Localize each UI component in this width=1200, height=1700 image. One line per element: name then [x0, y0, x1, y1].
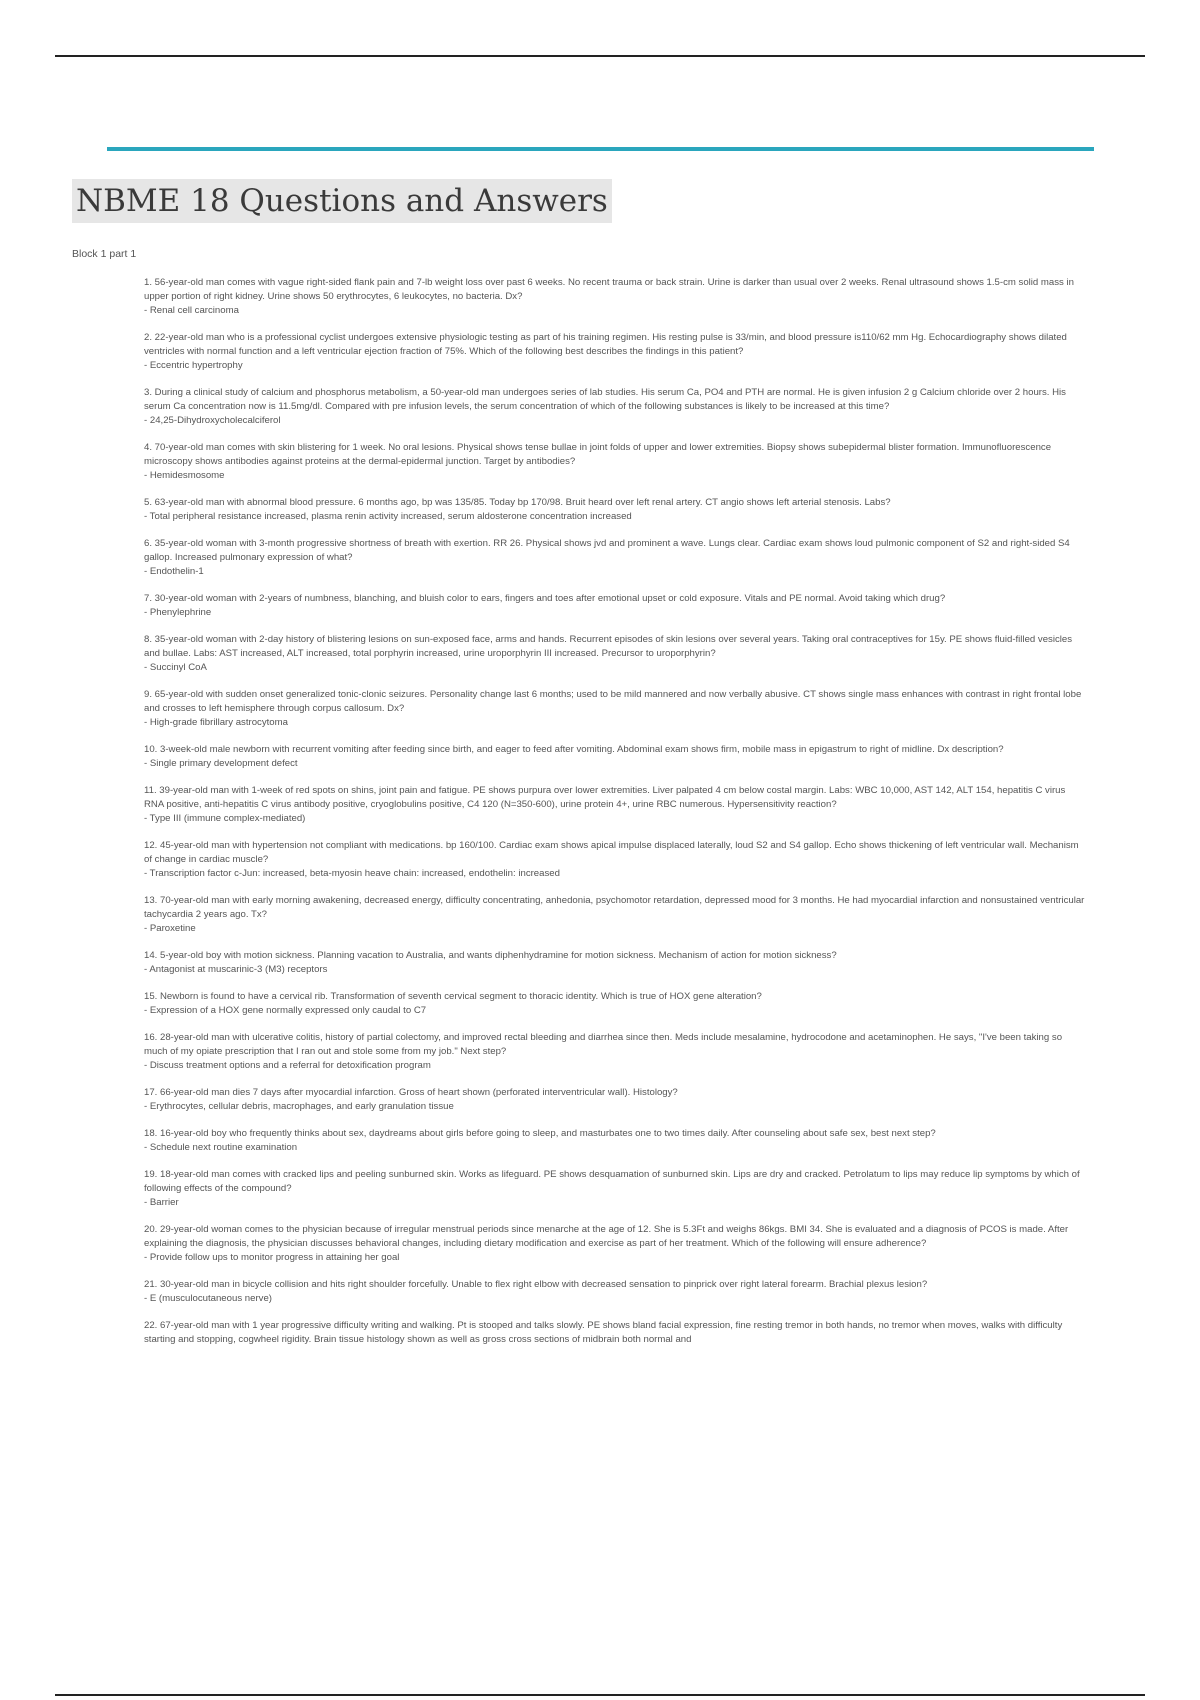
block-label: Block 1 part 1 — [72, 248, 137, 260]
question-text: 18. 16-year-old boy who frequently thinks about sex, daydreams about girls before going to sleep, and masturbates one to two times daily. After counseling about safe sex, best next step? — [144, 1128, 936, 1139]
question-text: 4. 70-year-old man comes with skin blistering for 1 week. No oral lesions. Physical shows tense bullae in joint folds of upper and lower extremities. Biopsy shows subepidermal blister formation. Immunofluorescence microscopy shows antibodies against proteins at the dermal-epidermal junction. Target by antibodies? — [144, 442, 1052, 467]
question-item — [144, 1031, 1086, 1073]
answer-text: - Renal cell carcinoma — [144, 305, 239, 316]
question-item — [144, 1223, 1086, 1265]
question-item — [144, 331, 1086, 373]
answer-text: - Paroxetine — [144, 923, 196, 934]
answer-text: - High-grade fibrillary astrocytoma — [144, 717, 288, 728]
question-text: 11. 39-year-old man with 1-week of red spots on shins, joint pain and fatigue. PE shows purpura over lower extremities. Liver palpated 4 cm below costal margin. Labs: WBC 10,000, AST 142, ALT 154, hepatitis C virus RNA positive, anti-hepatitis C virus antibody positive, cryoglobulins positive, C4 120 (N=350-600), urine protein 4+, urine RBC numerous. Hypersensitivity reaction? — [144, 785, 1066, 810]
question-list — [144, 276, 1086, 1360]
question-item — [144, 990, 1086, 1018]
question-item — [144, 633, 1086, 675]
answer-text: - Single primary development defect — [144, 758, 298, 769]
answer-text: - E (musculocutaneous nerve) — [144, 1293, 272, 1304]
question-item — [144, 1278, 1086, 1306]
question-text: 3. During a clinical study of calcium and phosphorus metabolism, a 50-year-old man undergoes series of lab studies. His serum Ca, PO4 and PTH are normal. He is given infusion 2 g Calcium chloride over 2 hours. His serum Ca concentration now is 11.5mg/dl. Compared with pre infusion levels, the serum concentration of which of the following substances is likely to be increased at this time? — [144, 387, 1066, 412]
question-text: 13. 70-year-old man with early morning awakening, decreased energy, difficulty concentrating, anhedonia, psychomotor retardation, depressed mood for 3 months. He had myocardial infarction and nonsustained ventricular tachycardia 2 years ago. Tx? — [144, 895, 1085, 920]
question-text: 19. 18-year-old man comes with cracked lips and peeling sunburned skin. Works as lifeguard. PE shows desquamation of sunburned skin. Lips are dry and cracked. Petrolatum to lips may reduce lip symptoms by which of following effects of the compound? — [144, 1169, 1080, 1194]
answer-text: - Barrier — [144, 1197, 179, 1208]
question-text: 9. 65-year-old with sudden onset generalized tonic-clonic seizures. Personality change last 6 months; used to be mild mannered and now verbally abusive. CT shows single mass enhances with contrast in right frontal lobe and crosses to left hemisphere through corpus callosum. Dx? — [144, 689, 1082, 714]
question-text: 7. 30-year-old woman with 2-years of numbness, blanching, and bluish color to ears, fingers and toes after emotional upset or cold exposure. Vitals and PE normal. Avoid taking which drug? — [144, 593, 946, 604]
answer-text: - Expression of a HOX gene normally expressed only caudal to C7 — [144, 1005, 427, 1016]
question-item — [144, 688, 1086, 730]
question-item — [144, 949, 1086, 977]
question-text: 14. 5-year-old boy with motion sickness. Planning vacation to Australia, and wants diphenhydramine for motion sickness. Mechanism of action for motion sickness? — [144, 950, 837, 961]
question-text: 17. 66-year-old man dies 7 days after myocardial infarction. Gross of heart shown (perforated interventricular wall). Histology? — [144, 1087, 678, 1098]
question-item — [144, 1086, 1086, 1114]
answer-text: - Type III (immune complex-mediated) — [144, 813, 306, 824]
question-item — [144, 592, 1086, 620]
question-item — [144, 839, 1086, 881]
question-item — [144, 743, 1086, 771]
question-text: 6. 35-year-old woman with 3-month progressive shortness of breath with exertion. RR 26. Physical shows jvd and prominent a wave. Lungs clear. Cardiac exam shows loud pulmonic component of S2 and right-sided S4 gallop. Increased pulmonary expression of what? — [144, 538, 1070, 563]
question-item — [144, 1319, 1086, 1347]
question-text: 20. 29-year-old woman comes to the physician because of irregular menstrual periods since menarche at the age of 12. She is 5.3Ft and weighs 86kgs. BMI 34. She is evaluated and a diagnosis of PCOS is made. After explaining the diagnosis, the physician discusses behavioral changes, including dietary modification and exercise as part of her treatment. Which of the following will ensure adherence? — [144, 1224, 1069, 1249]
answer-text: - Total peripheral resistance increased, plasma renin activity increased, serum aldosterone concentration increased — [144, 511, 632, 522]
question-item — [144, 441, 1086, 483]
question-item — [144, 496, 1086, 524]
page-title: NBME 18 Questions and Answers — [72, 179, 612, 223]
question-text: 8. 35-year-old woman with 2-day history of blistering lesions on sun-exposed face, arms and hands. Recurrent episodes of skin lesions over several years. Taking oral contraceptives for 15y. PE shows fluid-filled vesicles and bullae. Labs: AST increased, ALT increased, total porphyrin increased, urine uroporphyrin III increased. Precursor to uroporphyrin? — [144, 634, 1073, 659]
answer-text: - Succinyl CoA — [144, 662, 207, 673]
question-item — [144, 386, 1086, 428]
question-text: 10. 3-week-old male newborn with recurrent vomiting after feeding since birth, and eager to feed after vomiting. Abdominal exam shows firm, mobile mass in epigastrum to right of midline. Dx description? — [144, 744, 1004, 755]
accent-rule — [107, 147, 1094, 151]
answer-text: - Endothelin-1 — [144, 566, 204, 577]
header-rule — [55, 55, 1145, 57]
answer-text: - Eccentric hypertrophy — [144, 360, 243, 371]
question-item — [144, 1127, 1086, 1155]
answer-text: - Provide follow ups to monitor progress in attaining her goal — [144, 1252, 400, 1263]
question-text: 16. 28-year-old man with ulcerative colitis, history of partial colectomy, and improved rectal bleeding and diarrhea since then. Meds include mesalamine, hydrocodone and acetaminophen. He says, "I've been taking so much of my opiate prescription that I ran out and stole some from my job." Next step? — [144, 1032, 1063, 1057]
question-text: 5. 63-year-old man with abnormal blood pressure. 6 months ago, bp was 135/85. Today bp 170/98. Bruit heard over left renal artery. CT angio shows left arterial stenosis. Labs? — [144, 497, 891, 508]
question-item — [144, 537, 1086, 579]
answer-text: - Erythrocytes, cellular debris, macrophages, and early granulation tissue — [144, 1101, 454, 1112]
question-item — [144, 784, 1086, 826]
answer-text: - Antagonist at muscarinic-3 (M3) receptors — [144, 964, 328, 975]
answer-text: - Schedule next routine examination — [144, 1142, 298, 1153]
answer-text: - Transcription factor c-Jun: increased, beta-myosin heave chain: increased, endothelin: increased — [144, 868, 560, 879]
question-item — [144, 894, 1086, 936]
footer-rule — [55, 1694, 1145, 1696]
answer-text: - Hemidesmosome — [144, 470, 225, 481]
question-item — [144, 276, 1086, 318]
question-text: 1. 56-year-old man comes with vague right-sided flank pain and 7-lb weight loss over past 6 weeks. No recent trauma or back strain. Urine is darker than usual over 2 weeks. Renal ultrasound shows 1.5-cm solid mass in upper portion of right kidney. Urine shows 50 erythrocytes, 6 leukocytes, no bacteria. Dx? — [144, 277, 1074, 302]
answer-text: - Discuss treatment options and a referral for detoxification program — [144, 1060, 431, 1071]
question-text: 2. 22-year-old man who is a professional cyclist undergoes extensive physiologic testing as part of his training regimen. His resting pulse is 33/min, and blood pressure is110/62 mm Hg. Echocardiography shows dilated ventricles with normal function and a left ventricular ejection fraction of 75%. Which of the following best describes the findings in this patient? — [144, 332, 1067, 357]
answer-text: - Phenylephrine — [144, 607, 212, 618]
question-text: 21. 30-year-old man in bicycle collision and hits right shoulder forcefully. Unable to flex right elbow with decreased sensation to pinprick over right lateral forearm. Brachial plexus lesion? — [144, 1279, 928, 1290]
question-text: 22. 67-year-old man with 1 year progressive difficulty writing and walking. Pt is stooped and talks slowly. PE shows bland facial expression, fine resting tremor in both hands, no tremor when moves, walks with difficulty starting and stopping, cogwheel rigidity. Brain tissue histology shown as well as gross cross sections of midbrain both normal and — [144, 1320, 1063, 1345]
question-text: 15. Newborn is found to have a cervical rib. Transformation of seventh cervical segment to thoracic identity. Which is true of HOX gene alteration? — [144, 991, 762, 1002]
question-text: 12. 45-year-old man with hypertension not compliant with medications. bp 160/100. Cardiac exam shows apical impulse displaced laterally, loud S2 and S4 gallop. Echo shows thickening of left ventricular wall. Mechanism of change in cardiac muscle? — [144, 840, 1079, 865]
question-item — [144, 1168, 1086, 1210]
answer-text: - 24,25-Dihydroxycholecalciferol — [144, 415, 281, 426]
